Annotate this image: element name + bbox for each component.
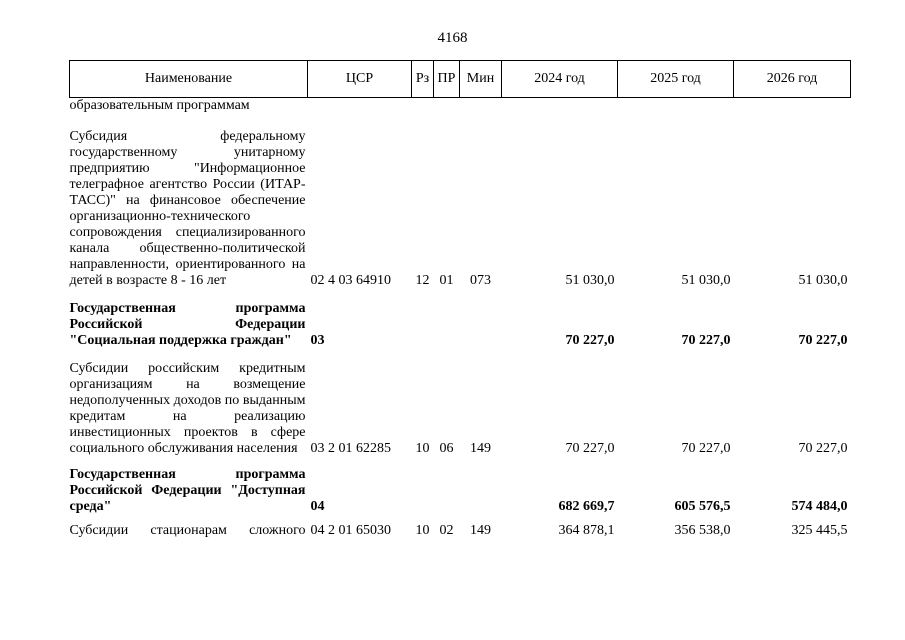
row-2026: 70 227,0 <box>798 440 848 456</box>
row-rz <box>412 98 434 115</box>
header-2024: 2024 год <box>502 61 618 98</box>
row-2024: 70 227,0 <box>565 332 615 348</box>
row-rz <box>412 457 434 515</box>
row-csr: 04 <box>310 498 325 514</box>
table-row <box>70 457 851 515</box>
header-pr: ПР <box>434 61 460 98</box>
table-row <box>70 349 851 457</box>
row-min <box>460 457 502 515</box>
row-name: Субсидии стационарам сложного <box>69 522 306 538</box>
row-rz <box>412 289 434 349</box>
table-row <box>70 98 851 115</box>
row-2026: 51 030,0 <box>798 272 848 288</box>
table-row <box>70 115 851 289</box>
row-pr: 01 <box>439 272 454 288</box>
row-name: Государственная программа Российской Федерации "Доступная среда" <box>69 466 306 514</box>
row-2024: 70 227,0 <box>565 440 615 456</box>
row-2025: 70 227,0 <box>681 440 731 456</box>
row-2025 <box>618 98 734 115</box>
row-2026: 325 445,5 <box>791 522 848 538</box>
row-name: Субсидии российским кредитным организациям на возмещение недополученных доходов по выданным кредитам на реализацию инвестиционных проектов в сфере социального обслуживания населения <box>69 360 306 456</box>
row-pr <box>434 98 460 115</box>
row-min: 149 <box>470 440 491 456</box>
row-rz: 10 <box>415 440 430 456</box>
row-min: 073 <box>470 272 491 288</box>
row-2025: 51 030,0 <box>681 272 731 288</box>
header-2026: 2026 год <box>734 61 851 98</box>
table-header-row <box>70 61 851 98</box>
row-csr <box>308 98 412 115</box>
header-min: Мин <box>460 61 502 98</box>
header-2025: 2025 год <box>618 61 734 98</box>
table-row <box>70 289 851 349</box>
row-rz: 12 <box>415 272 430 288</box>
budget-table <box>69 60 851 539</box>
row-pr <box>434 289 460 349</box>
page-number: 4168 <box>437 30 468 46</box>
row-pr <box>434 457 460 515</box>
row-name: образовательным программам <box>69 98 250 113</box>
row-2025: 70 227,0 <box>681 332 731 348</box>
row-2026 <box>734 98 851 115</box>
row-2024: 364 878,1 <box>558 522 615 538</box>
row-csr: 04 2 01 65030 <box>310 522 391 538</box>
header-name: Наименование <box>70 61 308 98</box>
row-name: Государственная программа Российской Федерации "Социальная поддержка граждан" <box>69 300 306 348</box>
row-csr: 03 <box>310 332 325 348</box>
row-pr: 02 <box>439 522 454 538</box>
row-rz: 10 <box>415 522 430 538</box>
header-rz: Рз <box>412 61 434 98</box>
row-min <box>460 289 502 349</box>
row-pr: 06 <box>439 440 454 456</box>
row-2026: 574 484,0 <box>791 498 848 514</box>
row-min <box>460 98 502 115</box>
table-row <box>70 515 851 539</box>
row-2025: 356 538,0 <box>674 522 731 538</box>
row-2026: 70 227,0 <box>798 332 848 348</box>
row-csr: 02 4 03 64910 <box>310 272 391 288</box>
header-csr: ЦСР <box>308 61 412 98</box>
row-2025: 605 576,5 <box>674 498 731 514</box>
row-csr: 03 2 01 62285 <box>310 440 391 456</box>
row-2024 <box>502 98 618 115</box>
row-min: 149 <box>470 522 491 538</box>
row-name: Субсидия федеральному государственному унитарному предприятию "Информационное телеграфное агентство России (ИТАР-ТАСС)" на финансовое обеспечение организационно-технического сопровождения специализированного канала общественно-политической направленности, ориентированного на детей в возрасте 8 - 16 лет <box>69 128 306 288</box>
row-2024: 682 669,7 <box>558 498 615 514</box>
row-2024: 51 030,0 <box>565 272 615 288</box>
